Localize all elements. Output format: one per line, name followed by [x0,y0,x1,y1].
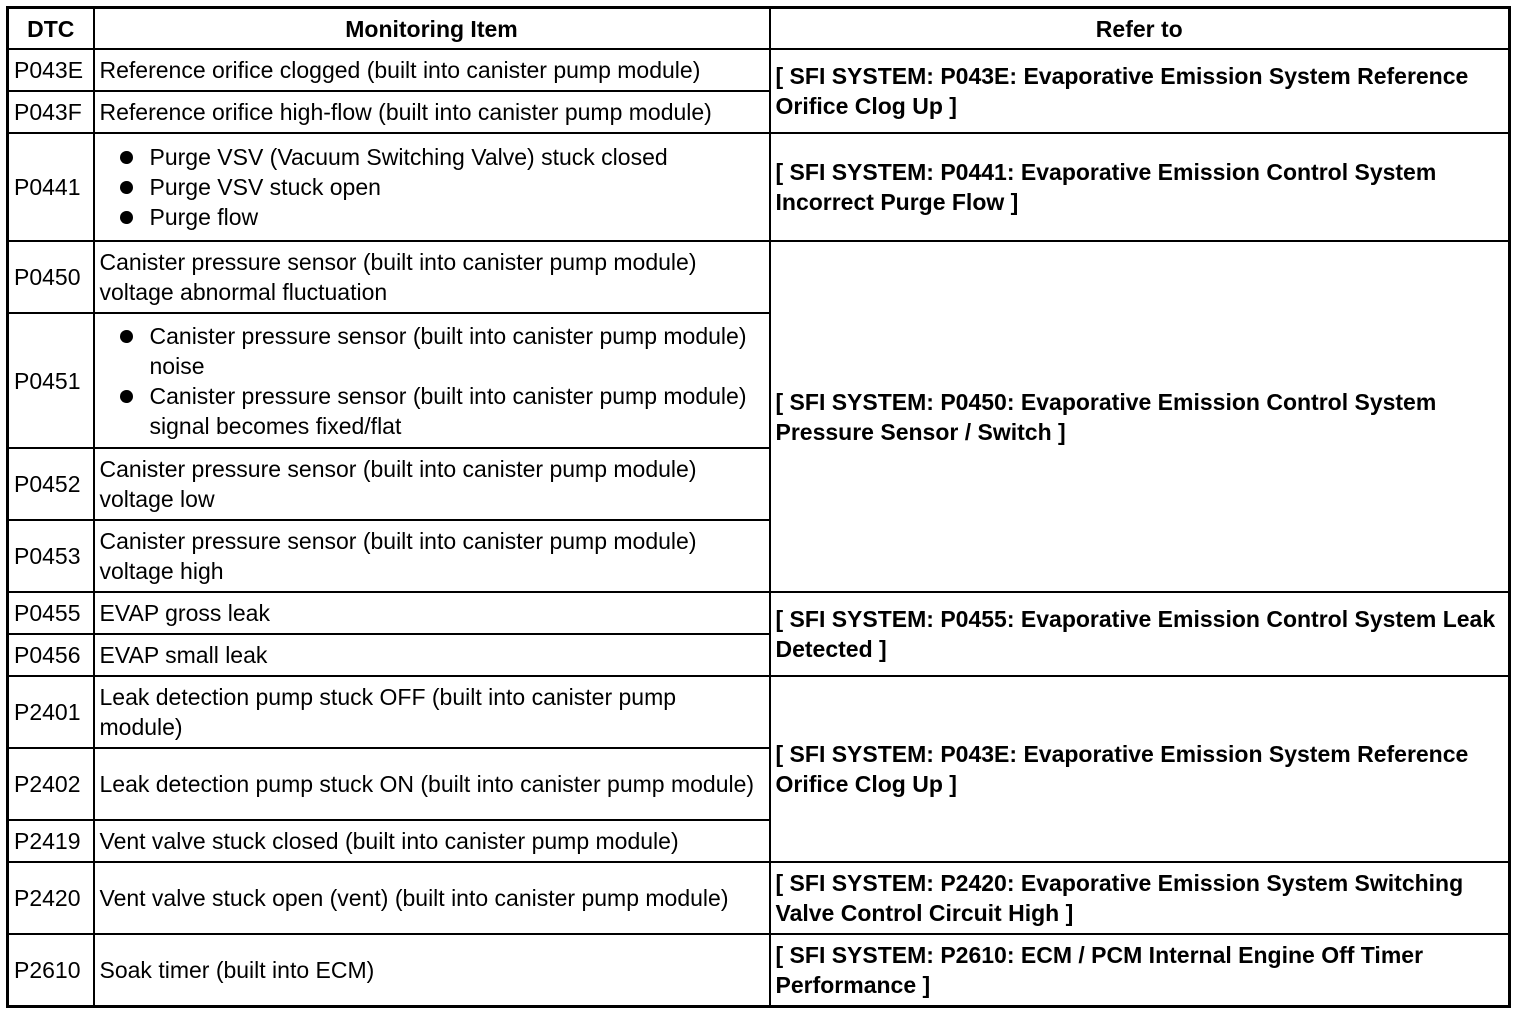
dtc-code: P2419 [8,820,94,862]
dtc-code: P0441 [8,133,94,241]
bullet-item: Canister pressure sensor (built into canister pump module) signal becomes fixed/flat [100,381,764,441]
monitoring-item: Leak detection pump stuck OFF (built into canister pump module) [94,676,770,748]
bullet-item: Purge VSV stuck open [100,172,764,202]
refer-link-p0455[interactable]: [ SFI SYSTEM: P0455: Evaporative Emission Control System Leak Detected ] [770,592,1510,676]
table-row [8,241,1510,313]
header-dtc: DTC [8,8,94,50]
monitoring-item: Vent valve stuck closed (built into canister pump module) [94,820,770,862]
table-row [8,133,1510,241]
monitoring-item: Canister pressure sensor (built into canister pump module) voltage abnormal fluctuation [94,241,770,313]
refer-link-p0450[interactable]: [ SFI SYSTEM: P0450: Evaporative Emission Control System Pressure Sensor / Switch ] [770,241,1510,592]
table-row [8,862,1510,934]
dtc-code: P043E [8,49,94,91]
monitoring-item: Leak detection pump stuck ON (built into canister pump module) [94,748,770,820]
dtc-code: P2402 [8,748,94,820]
monitoring-item: Vent valve stuck open (vent) (built into canister pump module) [94,862,770,934]
dtc-code: P2420 [8,862,94,934]
header-refer-to: Refer to [770,8,1510,50]
bullet-item: Purge VSV (Vacuum Switching Valve) stuck closed [100,142,764,172]
dtc-code: P043F [8,91,94,133]
dtc-code: P0452 [8,448,94,520]
dtc-code: P0451 [8,313,94,448]
dtc-code: P0450 [8,241,94,313]
table-row [8,676,1510,748]
header-row [8,8,1510,50]
refer-link-p043e-2[interactable]: [ SFI SYSTEM: P043E: Evaporative Emission System Reference Orifice Clog Up ] [770,676,1510,862]
dtc-table [6,6,1511,1008]
dtc-code: P0453 [8,520,94,592]
dtc-code: P0455 [8,592,94,634]
monitoring-item: Reference orifice high-flow (built into canister pump module) [94,91,770,133]
monitoring-item: Canister pressure sensor (built into canister pump module) voltage low [94,448,770,520]
refer-link-p2610[interactable]: [ SFI SYSTEM: P2610: ECM / PCM Internal Engine Off Timer Performance ] [770,934,1510,1006]
header-monitoring-item: Monitoring Item [94,8,770,50]
bullet-list [100,321,764,441]
bullet-item: Canister pressure sensor (built into canister pump module) noise [100,321,764,381]
monitoring-item [94,133,770,241]
dtc-code: P0456 [8,634,94,676]
monitoring-item: Canister pressure sensor (built into canister pump module) voltage high [94,520,770,592]
monitoring-item [94,313,770,448]
bullet-item: Purge flow [100,202,764,232]
monitoring-item: EVAP small leak [94,634,770,676]
table-row [8,49,1510,91]
monitoring-item: Reference orifice clogged (built into canister pump module) [94,49,770,91]
table-row [8,934,1510,1006]
table-row [8,592,1510,634]
bullet-list [100,142,764,232]
monitoring-item: EVAP gross leak [94,592,770,634]
dtc-code: P2610 [8,934,94,1006]
refer-link-p043e[interactable]: [ SFI SYSTEM: P043E: Evaporative Emission System Reference Orifice Clog Up ] [770,49,1510,133]
dtc-code: P2401 [8,676,94,748]
refer-link-p2420[interactable]: [ SFI SYSTEM: P2420: Evaporative Emission System Switching Valve Control Circuit High ] [770,862,1510,934]
refer-link-p0441[interactable]: [ SFI SYSTEM: P0441: Evaporative Emission Control System Incorrect Purge Flow ] [770,133,1510,241]
monitoring-item: Soak timer (built into ECM) [94,934,770,1006]
